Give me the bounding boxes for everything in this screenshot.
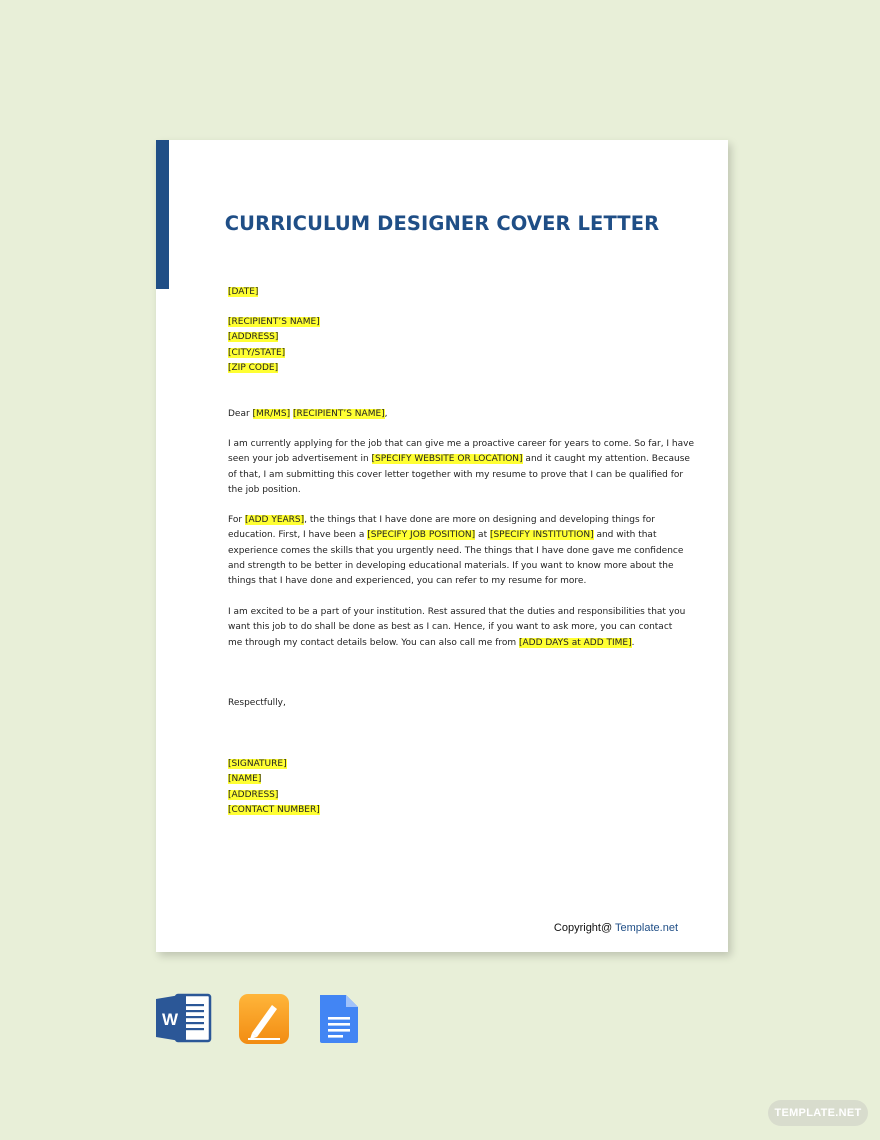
paragraph-1 <box>228 437 695 498</box>
salutation-name-placeholder: [RECIPIENT’S NAME] <box>292 409 385 419</box>
p2-line-1 <box>228 513 678 528</box>
p1-line-4: the job position. <box>228 484 301 495</box>
recipient-zip-placeholder: [ZIP CODE] <box>228 362 279 373</box>
paragraph-2 <box>228 513 684 589</box>
p3-line-3 <box>228 636 678 651</box>
salutation-title-placeholder: [MR/MS] <box>252 409 291 419</box>
p3-line-1: I am excited to be a part of your institution. Rest assured that the duties and responsibilities that you <box>228 607 686 617</box>
date-placeholder: [DATE] <box>228 287 259 297</box>
p2-line-4: and strength to be better in developing educational materials. If you want to know more about the <box>228 560 674 571</box>
institution-placeholder: [SPECIFY INSTITUTION] <box>489 530 594 541</box>
p2-text: education. First, I have been a <box>228 530 368 541</box>
p2-line-2 <box>228 528 678 543</box>
contact-number-placeholder: [CONTACT NUMBER] <box>228 804 320 815</box>
recipient-name-placeholder: [RECIPIENT’S NAME] <box>228 317 320 327</box>
signature-block <box>228 757 678 818</box>
p1-line-2 <box>228 452 690 467</box>
p3-line-2: want this job to do shall be done as best as I can. Hence, if you want to ask more, you can contact <box>228 622 673 633</box>
p1-line-1: I am currently applying for the job that can give me a proactive career for years to come. So far, I have <box>228 439 695 449</box>
p1-line-3: of that, I am submitting this cover letter together with my resume to prove that I can be qualified for <box>228 469 684 480</box>
job-position-placeholder: [SPECIFY JOB POSITION] <box>367 530 476 541</box>
pages-icon[interactable] <box>238 993 290 1050</box>
p3-text: me through my contact details below. You can also call me from <box>228 637 520 648</box>
paragraph-3 <box>228 605 686 651</box>
years-placeholder: [ADD YEARS] <box>244 515 305 525</box>
p2-line-3: experience comes the skills that you urgently need. The things that I have done gave me confidence <box>228 545 684 556</box>
closing-text: Respectfully, <box>228 698 286 708</box>
document-page <box>156 140 728 952</box>
p2-text: , the things that I have done are more on designing and developing things for <box>304 515 655 525</box>
p1-text: seen your job advertisement in <box>228 454 372 465</box>
salutation-prefix: Dear <box>228 409 253 419</box>
recipient-address-placeholder: [ADDRESS] <box>228 332 279 343</box>
closing <box>228 696 678 711</box>
p2-line-5: things that I have done and experienced, you can refer to my resume for more. <box>228 576 587 587</box>
copyright-label: Copyright@ <box>553 922 616 934</box>
copyright <box>554 922 678 934</box>
p2-text: at <box>475 530 490 541</box>
google-docs-icon[interactable] <box>318 993 360 1050</box>
template-net-badge[interactable]: TEMPLATE.NET <box>768 1100 868 1126</box>
p2-text: For <box>228 515 245 525</box>
date-block <box>228 285 678 300</box>
salutation <box>228 407 678 422</box>
word-icon[interactable] <box>156 993 212 1048</box>
name-placeholder: [NAME] <box>228 774 262 785</box>
address-placeholder: [ADDRESS] <box>228 789 279 800</box>
recipient-block <box>228 315 678 376</box>
svg-text:W: W <box>161 1010 179 1029</box>
document-title: CURRICULUM DESIGNER COVER LETTER <box>224 212 660 235</box>
recipient-city-placeholder: [CITY/STATE] <box>228 347 286 358</box>
copyright-brand-link[interactable]: Template.net <box>615 922 678 934</box>
p2-text: and with that <box>593 530 657 541</box>
salutation-suffix: , <box>384 409 388 419</box>
signature-placeholder: [SIGNATURE] <box>228 759 287 769</box>
website-placeholder: [SPECIFY WEBSITE OR LOCATION] <box>371 454 523 465</box>
p3-text: . <box>631 637 635 648</box>
p1-text: and it caught my attention. Because <box>522 454 690 465</box>
days-time-placeholder: [ADD DAYS at ADD TIME] <box>519 637 632 648</box>
